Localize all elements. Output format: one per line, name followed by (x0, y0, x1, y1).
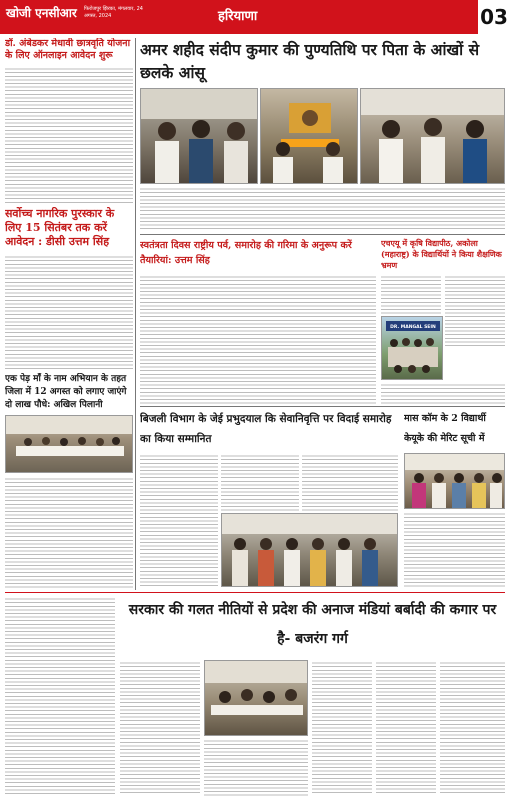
article-body-scholarship (5, 66, 133, 203)
students-photo (381, 316, 443, 380)
article-body-independence (140, 274, 376, 404)
newspaper-logo: खोजी एनसीआर (6, 6, 77, 20)
headline-electricity: बिजली विभाग के जेई प्रभुदयाल कि सेवानिवृत्ति पर विदाई समारोह का किया सम्मानित (140, 413, 392, 445)
headline-independence: स्वतंत्रता दिवस राष्ट्रीय पर्व, समारोह की गरिमा के अनुरूप करें तैयारियां: उत्तम सिंह (140, 240, 352, 266)
meeting-photo (5, 415, 133, 473)
meeting-photo-svg (6, 416, 133, 473)
headline-mass-comm: मास कॉम के 2 विद्यार्थी केयूके की मेरिट सूची में (404, 413, 486, 444)
article-body-agri-3 (381, 382, 505, 404)
headline-martyr: अमर शहीद संदीप कुमार की पुण्यतिथि पर पिता के आंखों से छलके आंसू (140, 40, 480, 82)
memorial-photo-2 (260, 88, 358, 184)
divider-mid (140, 234, 505, 235)
page-number: 03 (478, 0, 510, 34)
memorial-photo-3 (360, 88, 505, 184)
headline-agri: एचएयू में कृषि विद्यापीठ, अकोला (महाराष्ट्र) के विद्यार्थियों ने किया शैक्षणिक भ्रमण (381, 238, 502, 270)
article-body-agri-1 (381, 274, 441, 314)
article-body-mandi-1 (120, 660, 200, 796)
section-title: हरियाणा (218, 9, 258, 24)
article-body-electricity-3 (302, 453, 398, 511)
farewell-photo (221, 513, 398, 587)
students-award-photo (404, 453, 505, 509)
article-body-mass-comm (404, 511, 505, 587)
date-line: फिरोजपुर झिरका, मंगलवार, 24 अगस्त, 2024 (84, 6, 143, 19)
photo-banner-text: DR. MANGAL SEIN (390, 325, 436, 330)
memorial-photo-1 (140, 88, 258, 184)
press-conference-photo (204, 660, 308, 736)
headline-scholarship: डॉ. अंबेडकर मेधावी छात्रवृति योजना के लिए ऑनलाइन आवेदन शुरू (5, 38, 131, 61)
masthead (0, 0, 510, 34)
article-body-award (5, 254, 133, 369)
headline-abhiyan: एक पेड़ माँ के नाम अभियान के तहत जिला में 12 अगस्त को लगाए जाएंगे दो लाख पौधे: अखिल पिलानी (5, 374, 127, 410)
article-body-mandi-left (5, 596, 115, 796)
article-body-martyr (140, 186, 505, 232)
article-body-electricity-2 (221, 453, 299, 511)
article-body-mandi-2 (204, 738, 308, 796)
article-body-electricity-1 (140, 453, 218, 587)
column-divider (135, 38, 136, 590)
article-body-mandi-5 (440, 660, 505, 796)
article-body-agri-2 (445, 274, 505, 348)
article-body-mandi-3 (312, 660, 372, 796)
headline-mandi: सरकार की गलत नीतियों से प्रदेश की अनाज मंडियां बर्बादी की कगार पर है- बजरंग गर्ग (128, 602, 497, 647)
headline-award: सर्वोच्च नागरिक पुरस्कार के लिए 15 सितंबर तक करें आवेदन : डीसी उत्तम सिंह (5, 207, 115, 248)
divider-red (5, 592, 505, 593)
article-body-mandi-4 (376, 660, 436, 796)
article-body-abhiyan (5, 476, 133, 588)
divider-lower (140, 406, 505, 407)
